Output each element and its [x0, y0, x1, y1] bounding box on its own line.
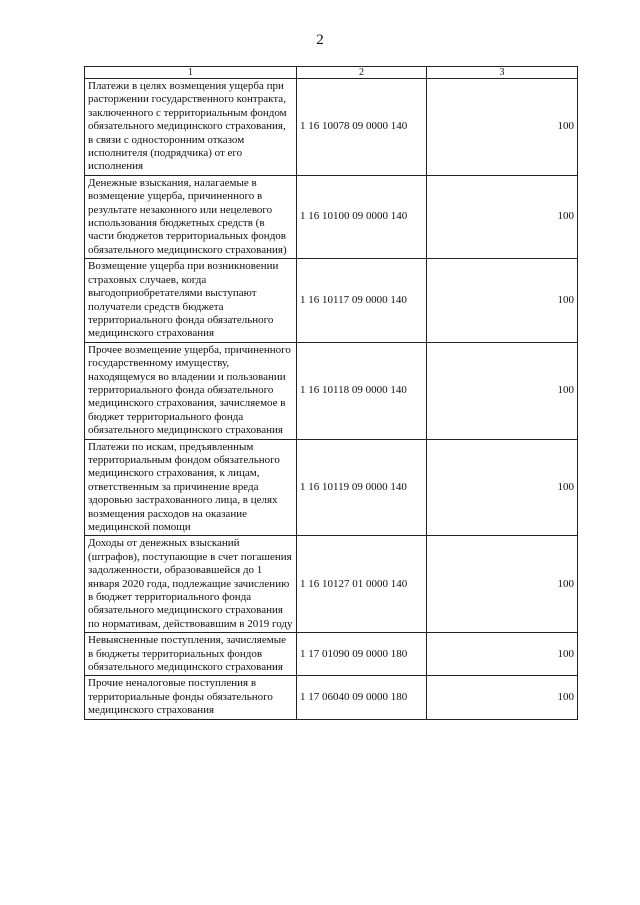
revenue-code-cell: 1 17 01090 09 0000 180	[297, 633, 427, 676]
norm-percent-cell: 100	[427, 79, 578, 176]
norm-percent-cell: 100	[427, 259, 578, 342]
revenue-name-cell: Платежи в целях возмещения ущерба при расторжении государственного контракта, заключенного с территориальным фондом обязательного медицинского страхования, в связи с односторонним отказом исполнителя (подрядчика) от его исполнения	[85, 79, 297, 176]
norm-percent-cell: 100	[427, 633, 578, 676]
table-row	[85, 342, 578, 439]
revenue-name-cell: Платежи по искам, предъявленным территориальным фондом обязательного медицинского страхования, к лицам, ответственным за причинение вреда здоровью застрахованного лица, в целях возмещения расходов на оказание медицинской помощи	[85, 439, 297, 536]
table-row	[85, 259, 578, 342]
revenue-code-cell: 1 16 10119 09 0000 140	[297, 439, 427, 536]
table-row	[85, 439, 578, 536]
page-number: 2	[316, 32, 324, 48]
revenue-name-cell: Прочее возмещение ущерба, причиненного государственному имуществу, находящемуся во владении и пользовании территориального фонда обязательного медицинского страхования, зачисляемое в бюджет территориального фонда обязательного медицинского страхования	[85, 342, 297, 439]
revenue-name-cell: Возмещение ущерба при возникновении страховых случаев, когда выгодоприобретателями выступают получатели средств бюджета территориального фонда обязательного медицинского страхования	[85, 259, 297, 342]
revenue-name-cell: Невыясненные поступления, зачисляемые в бюджеты территориальных фондов обязательного медицинского страхования	[85, 633, 297, 676]
revenue-code-cell: 1 16 10127 01 0000 140	[297, 536, 427, 633]
revenue-name-cell: Доходы от денежных взысканий (штрафов), поступающие в счет погашения задолженности, образовавшейся до 1 января 2020 года, подлежащие зачислению в бюджет территориального фонда обязательного медицинского страхования по нормативам, действовавшим в 2019 году	[85, 536, 297, 633]
table-row	[85, 633, 578, 676]
norm-percent-cell: 100	[427, 175, 578, 258]
column-header-3: 3	[427, 67, 578, 79]
revenue-code-cell: 1 16 10117 09 0000 140	[297, 259, 427, 342]
revenue-code-cell: 1 16 10100 09 0000 140	[297, 175, 427, 258]
budget-revenue-table	[84, 66, 578, 720]
table-row	[85, 676, 578, 719]
table-row	[85, 536, 578, 633]
norm-percent-cell: 100	[427, 676, 578, 719]
table-row	[85, 79, 578, 176]
column-header-2: 2	[297, 67, 427, 79]
norm-percent-cell: 100	[427, 536, 578, 633]
norm-percent-cell: 100	[427, 342, 578, 439]
norm-percent-cell: 100	[427, 439, 578, 536]
revenue-name-cell: Прочие неналоговые поступления в территориальные фонды обязательного медицинского страхования	[85, 676, 297, 719]
revenue-name-cell: Денежные взыскания, налагаемые в возмещение ущерба, причиненного в результате незаконного или нецелевого использования бюджетных средств (в части бюджетов территориальных фондов обязательного медицинского страхования)	[85, 175, 297, 258]
revenue-code-cell: 1 16 10078 09 0000 140	[297, 79, 427, 176]
column-header-1: 1	[85, 67, 297, 79]
table-row	[85, 175, 578, 258]
table-header-row	[85, 67, 578, 79]
revenue-code-cell: 1 17 06040 09 0000 180	[297, 676, 427, 719]
revenue-code-cell: 1 16 10118 09 0000 140	[297, 342, 427, 439]
